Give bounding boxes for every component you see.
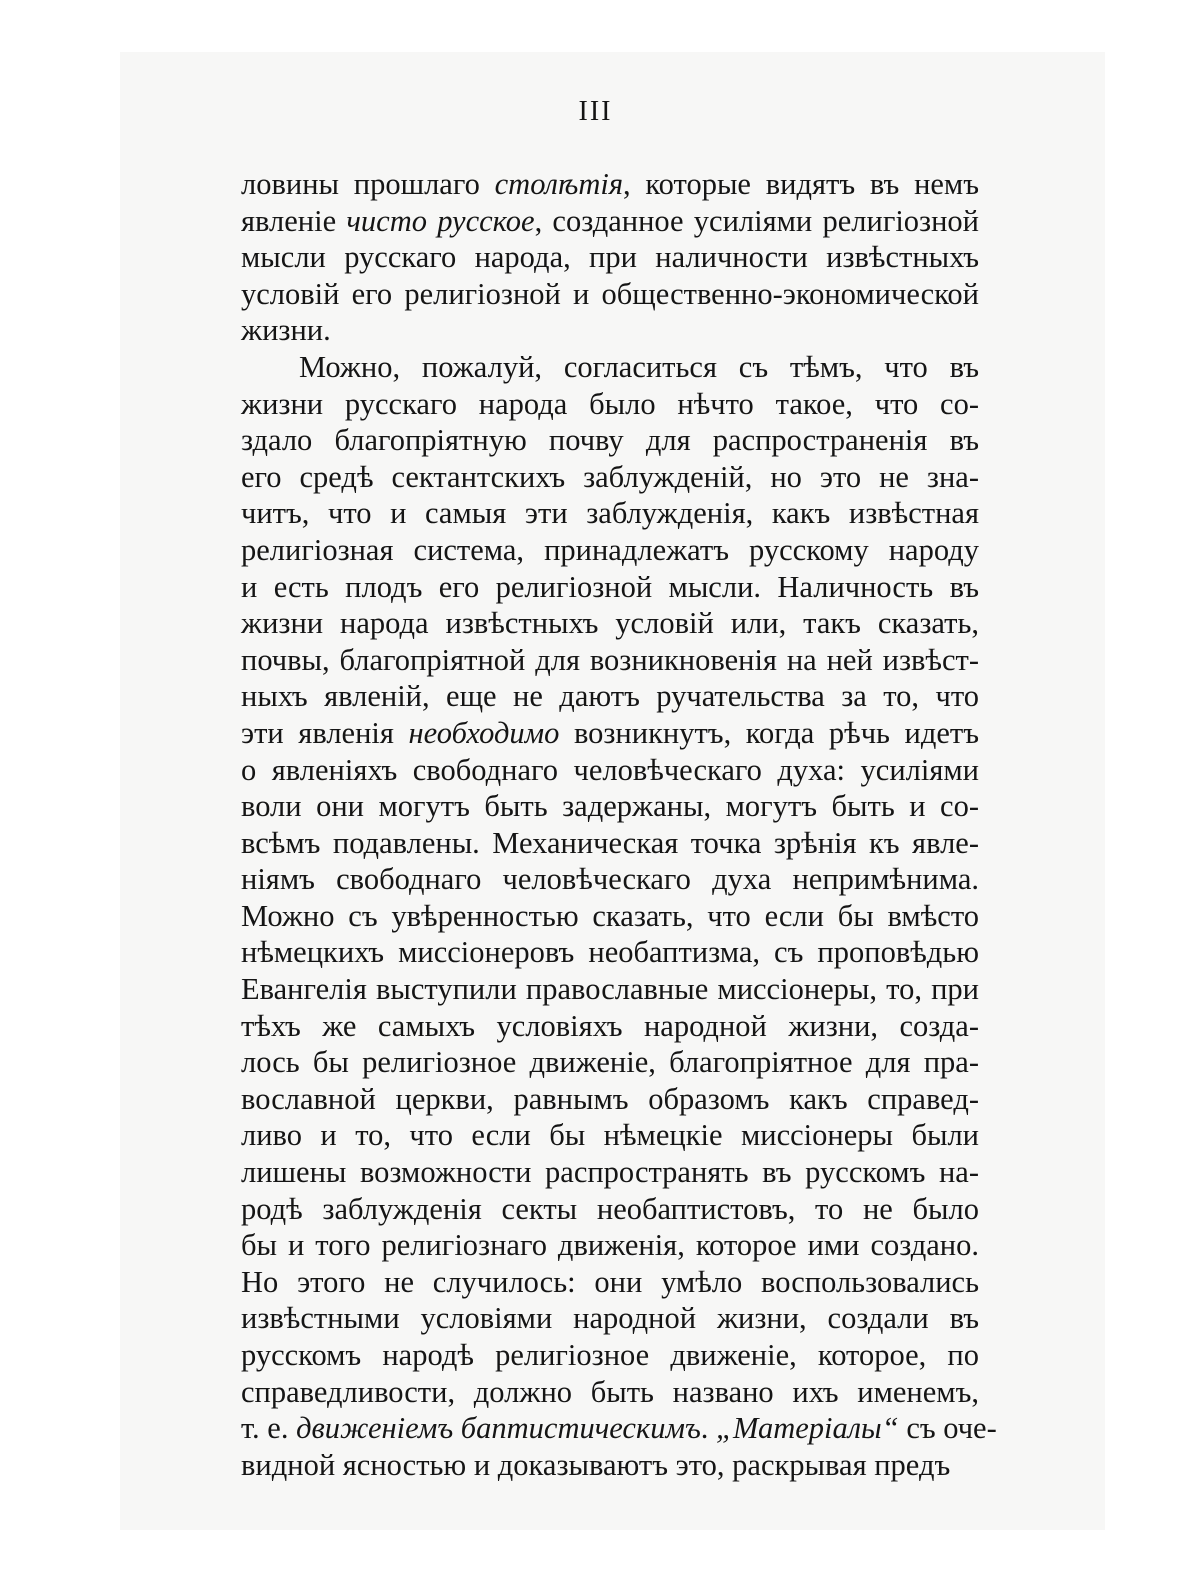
text-line (241, 422, 979, 459)
text-segment: русскомъ народѣ религіозное движеніе, которое, по (241, 1338, 979, 1372)
text-segment: эти явленія (241, 715, 409, 750)
text-segment: мысли русскаго народа, при наличности извѣстныхъ (241, 240, 979, 275)
paragraph (241, 349, 997, 1483)
text-line (241, 861, 979, 898)
text-segment: Но этого не случилось: они умѣло воспользовались (241, 1264, 979, 1299)
text-line (241, 349, 979, 386)
text-line (241, 1227, 979, 1264)
text-segment: религіозная система, принадлежатъ русскому народу (241, 532, 979, 567)
text-segment: ловины прошлаго (241, 167, 495, 201)
text-segment: лишены возможности распространять въ русскомъ на- (241, 1155, 979, 1190)
text-segment: ніямъ свободнаго человѣческаго духа непримѣнима. (241, 862, 979, 897)
text-line (241, 1154, 979, 1191)
italic-text: чисто русское (346, 203, 535, 238)
text-line (241, 459, 979, 496)
text-line (241, 971, 979, 1008)
text-segment: жизни. (241, 313, 331, 348)
text-segment: Можно, пожалуй, согласиться съ тѣмъ, что въ (299, 349, 979, 384)
text-line (241, 1117, 979, 1154)
text-segment: извѣстными условіями народной жизни, создали въ (241, 1301, 979, 1336)
text-segment: родѣ заблужденія секты необаптистовъ, то не было (241, 1191, 979, 1226)
text-segment: съ оче- (898, 1411, 997, 1446)
text-segment: и есть плодъ его религіозной мысли. Наличность въ (241, 569, 979, 604)
text-line (241, 715, 979, 752)
text-line (241, 166, 979, 203)
text-segment: воли они могутъ быть задержаны, могутъ быть и со- (241, 789, 979, 824)
text-line (241, 276, 979, 313)
text-line (241, 1191, 979, 1228)
text-segment: жизни русскаго народа было нѣчто такое, что со- (241, 386, 979, 421)
text-line (241, 312, 979, 349)
paragraph (241, 166, 979, 349)
page-number: III (578, 96, 613, 127)
text-segment: , созданное усиліями религіозной (534, 203, 979, 238)
italic-text: движеніемъ баптистическимъ (296, 1411, 701, 1446)
text-line (241, 642, 979, 679)
text-segment: Можно съ увѣренностью сказать, что если бы вмѣсто (241, 898, 979, 933)
text-line (241, 1447, 979, 1484)
text-segment: ныхъ явленій, еще не даютъ ручательства за то, что (241, 679, 979, 714)
text-segment: почвы, благопріятной для возникновенія на ней извѣст- (241, 642, 979, 677)
text-line (241, 1410, 997, 1447)
text-segment: явленіе (241, 203, 347, 238)
text-line (241, 203, 979, 240)
text-segment: о явленіяхъ свободнаго человѣческаго духа: усиліями (241, 752, 979, 787)
text-line (241, 1044, 979, 1081)
text-segment: видной ясностью и доказываютъ это, раскрывая предъ (241, 1447, 951, 1482)
text-line (241, 569, 979, 606)
text-line (241, 1081, 979, 1118)
text-segment: всѣмъ подавлены. Механическая точка зрѣнія къ явле- (241, 825, 979, 860)
text-segment: ливо и то, что если бы нѣмецкіе миссіонеры были (241, 1118, 979, 1153)
text-segment: читъ, что и самыя эти заблужденія, какъ извѣстная (241, 496, 979, 531)
text-segment: возникнутъ, когда рѣчь идетъ (559, 715, 979, 750)
text-segment: тѣхъ же самыхъ условіяхъ народной жизни, созда- (241, 1008, 979, 1043)
text-line (241, 1337, 979, 1374)
body-text (241, 166, 997, 1483)
text-line (241, 1374, 979, 1411)
text-line (241, 386, 979, 423)
text-segment: нѣмецкихъ миссіонеровъ необаптизма, съ проповѣдью (241, 935, 979, 970)
text-line (241, 934, 979, 971)
text-segment: лось бы религіозное движеніе, благопріятное для пра- (241, 1045, 979, 1080)
text-segment: Евангелія выступили православные миссіонеры, то, при (241, 972, 979, 1007)
text-line (241, 605, 979, 642)
text-line (241, 1264, 979, 1301)
text-line (241, 898, 979, 935)
italic-text: необходимо (408, 715, 560, 750)
text-segment: здало благопріятную почву для распространенія въ (241, 423, 979, 458)
text-line (241, 532, 979, 569)
text-line (241, 752, 979, 789)
text-line (241, 788, 979, 825)
italic-text: столѣтія (494, 167, 623, 201)
text-segment: его средѣ сектантскихъ заблужденій, но это не зна- (241, 459, 979, 494)
text-segment: бы и того религіознаго движенія, которое ими создано. (241, 1228, 979, 1263)
text-segment: . (700, 1411, 717, 1446)
text-segment: вославной церкви, равнымъ образомъ какъ справед- (241, 1081, 979, 1116)
text-segment: , которые видятъ въ немъ (623, 167, 979, 201)
text-line (241, 678, 979, 715)
text-segment: т. е. (241, 1411, 297, 1446)
text-line (241, 825, 979, 862)
text-line (241, 495, 979, 532)
text-line (241, 1300, 979, 1337)
text-line (241, 239, 979, 276)
text-segment: жизни народа извѣстныхъ условій или, такъ сказать, (241, 606, 979, 641)
text-line (241, 1008, 979, 1045)
text-segment: условій его религіозной и общественно-экономической (241, 276, 979, 311)
text-segment: справедливости, должно быть названо ихъ именемъ, (241, 1374, 979, 1409)
italic-text: „Матеріалы“ (716, 1411, 899, 1446)
